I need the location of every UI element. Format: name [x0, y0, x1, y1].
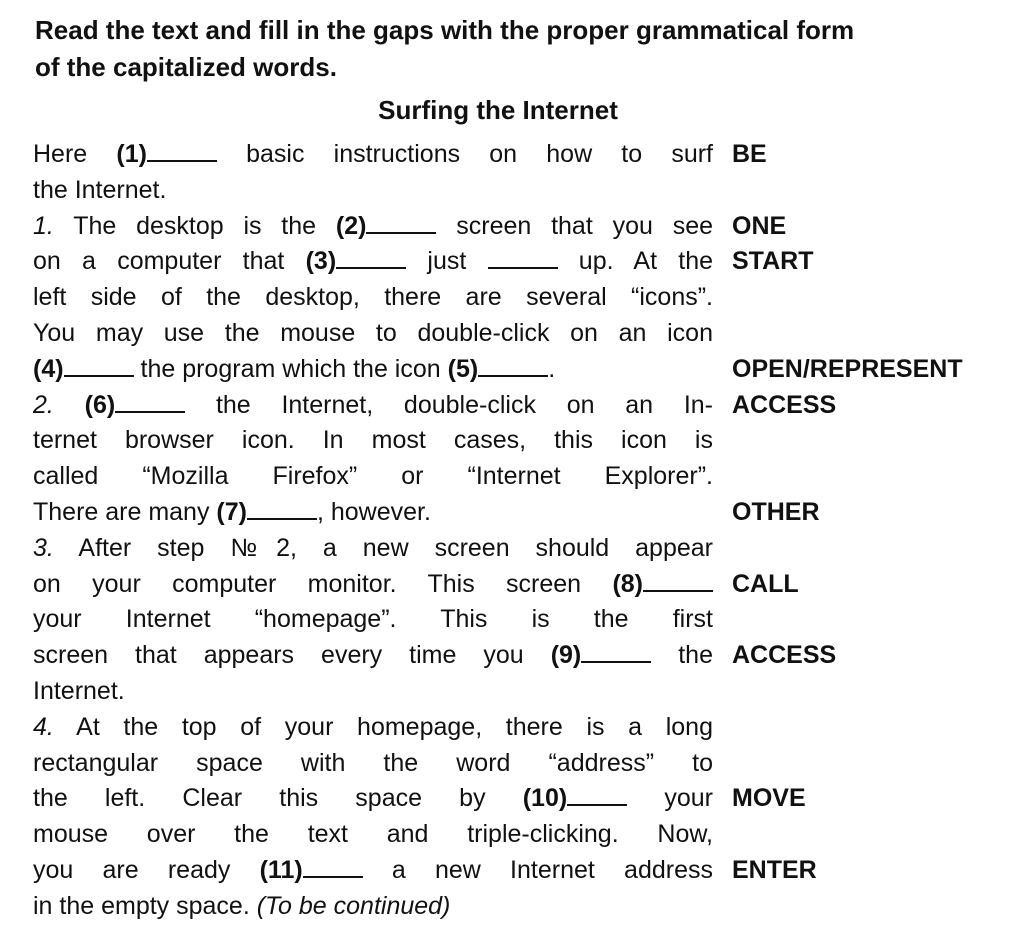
gap-number-4: (4) — [33, 354, 64, 383]
gap-blank-4[interactable] — [64, 353, 134, 377]
gap-blank-9[interactable] — [581, 639, 651, 663]
instruction-line-1: Read the text and fill in the gaps with the proper grammatical form — [35, 15, 855, 45]
text-line-13: on your computer monitor. This screen (8) — [33, 567, 713, 603]
keyword-be: BE — [732, 140, 767, 168]
gap-blank-3a[interactable] — [336, 245, 406, 269]
text-line-10: called “Mozilla Firefox” or “Internet Explorer”. — [33, 462, 713, 491]
text-line-2: the Internet. — [33, 175, 167, 204]
text-line-17: 4. At the top of your homepage, there is a long — [33, 712, 713, 741]
gap-blank-11[interactable] — [303, 854, 363, 878]
text-line-6: You may use the mouse to double-click on an icon — [33, 318, 713, 347]
text-line-11: There are many (7) , however. — [33, 497, 431, 526]
gap-blank-6[interactable] — [115, 389, 185, 413]
gap-number-3: (3) — [305, 247, 337, 276]
keyword-enter: ENTER — [732, 856, 817, 884]
gap-number-5: (5) — [447, 354, 479, 383]
gap-number-1: (1) — [116, 140, 147, 168]
text-line-20: mouse over the text and triple-clicking. Now, — [33, 820, 713, 849]
text-line-22: in the empty space. (To be continued) — [33, 891, 451, 920]
gap-number-7: (7) — [216, 497, 247, 526]
keyword-access-2: ACCESS — [732, 641, 837, 670]
gap-blank-8[interactable] — [643, 568, 713, 592]
gap-number-8: (8) — [612, 569, 643, 598]
text-line-12: 3. After step №2, a new screen should appear — [33, 533, 713, 562]
passage-text — [33, 137, 713, 925]
text-line-14: your Internet “homepage”. This is the first — [33, 605, 713, 634]
gap-blank-10[interactable] — [567, 782, 627, 806]
text-line-18: rectangular space with the word “address” to — [33, 748, 713, 777]
keyword-call: CALL — [732, 569, 799, 598]
gap-number-6: (6) — [84, 390, 116, 419]
gap-number-9: (9) — [550, 641, 582, 670]
gap-number-10: (10) — [522, 784, 568, 813]
exercise-instruction — [35, 12, 1025, 86]
instruction-line-2: of the capitalized words. — [35, 52, 337, 82]
text-line-3: 1. The desktop is the (2) screen that you see — [33, 211, 713, 240]
keyword-move: MOVE — [732, 784, 806, 813]
text-line-4: on a computer that (3) just up. At the — [33, 247, 714, 276]
text-line-1: Here (1) basic instructions on how to surf — [33, 140, 714, 168]
text-line-9: ternet browser icon. In most cases, this icon is — [33, 426, 713, 455]
gap-blank-3b[interactable] — [488, 245, 558, 269]
gap-blank-7[interactable] — [247, 496, 317, 520]
gap-number-2: (2) — [335, 211, 367, 240]
keyword-open-represent: OPEN/REPRESENT — [732, 354, 963, 383]
gap-number-11: (11) — [259, 855, 303, 884]
text-line-19: the left. Clear this space by (10) your — [33, 784, 713, 813]
text-line-21: you are ready (11) a new Internet address — [33, 855, 713, 884]
text-line-16: Internet. — [33, 676, 125, 705]
keyword-access-1: ACCESS — [732, 390, 837, 419]
gap-blank-5[interactable] — [478, 353, 548, 377]
text-line-7: (4) the program which the icon (5) . — [33, 354, 556, 383]
page-title: Surfing the Internet — [378, 95, 618, 125]
keyword-other: OTHER — [732, 498, 820, 526]
keyword-start: START — [732, 247, 814, 276]
text-line-8: 2. (6) the Internet, double-click on an In- — [33, 390, 713, 419]
text-line-5: left side of the desktop, there are several “icons”. — [33, 283, 713, 312]
text-line-15: screen that appears every time you (9) the — [33, 641, 713, 670]
gap-blank-1[interactable] — [147, 138, 217, 162]
keyword-one: ONE — [732, 211, 787, 240]
gap-blank-2[interactable] — [366, 210, 436, 234]
